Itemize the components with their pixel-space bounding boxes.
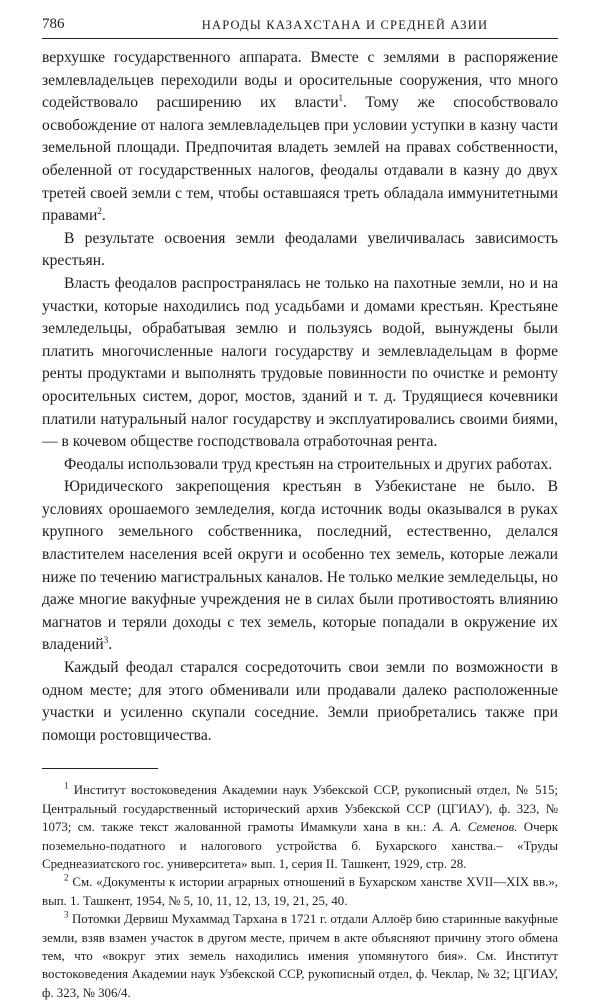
paragraph-4: Феодалы использовали труд крестьян на строительных и других работах.	[64, 455, 553, 473]
paragraph-1: верхушке государственного аппарата. Вместе с землями в распоряжение землевладельцев переходили воды и оросительные сооружения, что много содействовало расширению их власти$^1$. Тому же способствовало освобождение от налога землевладельцев при условии уступки в казну части земельной площади. Предпочитая владеть землей на правах собственности, обеленной от государственных налогов, феодалы отдавали в казну до двух третей своей земли с тем, чтобы оставшаяся треть обладала иммунитетными правами$^2$.	[42, 49, 558, 225]
footnote-divider	[42, 768, 158, 769]
running-title: НАРОДЫ КАЗАХСТАНА И СРЕДНЕЙ АЗИИ	[201, 18, 489, 32]
footnote-2: $^2$ См. «Документы к истории аграрных отношений в Бухарском ханстве XVII—XIX вв.», вып. 1. Ташкент, 1954, № 5, 10, 11, 12, 13, 19, 21, 25, 40.	[42, 873, 558, 908]
footnote-3: $^3$ Потомки Дервиш Мухаммад Тархана в 1721 г. отдали Аллоёр бию старинные вакуфные земли, взяв взамен участок в другом месте, причем в акте объясняют причину этого обмена тем, что «вокруг этих земель находились имения упомянутого бия». См. Институт востоковедения Академии наук Узбекской ССР, рукописный отдел, ф. Чеклар, № 32; ЦГИАУ, ф. 323, № 306/4.	[42, 909, 558, 1000]
paragraph-6: Каждый феодал старался сосредоточить свои земли по возможности в одном месте; для этого обменивали или продавали далеко расположенные участки и усиленно скупали соседние. Земли приобретались также при помощи ростовщичества.	[42, 659, 558, 744]
page-header	[42, 14, 558, 39]
main-text	[42, 47, 558, 747]
paragraph-2: В результате освоения земли феодалами увеличивалась зависимость крестьян.	[42, 229, 558, 270]
footnotes	[42, 781, 558, 1002]
page-number: 786	[42, 16, 65, 32]
footnote-author: А. А. Семенов.	[432, 820, 518, 835]
footnote-1: $^1$ Институт востоковедения Академии наук Узбекской ССР, рукописный отдел, № 515; Центральный государственный исторический архив Узбекской ССР (ЦГИАУ), ф. 323, № 1073; см. также текст жалованной грамоты Имамкули хана в кн.: А. А. Семенов. Очерк поземельно-податного и налогового устройства б. Бухарского ханства.– «Труды Среднеазиатского гос. университета» вып. 1, серия II. Ташкент, 1929, стр. 28.	[42, 781, 558, 872]
footnote-ref-2: 2	[97, 205, 102, 216]
footnote-ref-1: 1	[338, 93, 344, 103]
paragraph-3: Власть феодалов распространялась не только на пахотные земли, но и на участки, которые находились под усадьбами и домами крестьян. Крестьяне земледельцы, обрабатывая землю и пользуясь водой, вынуждены были платить многочисленные налоги государству и землевладельцам в форме ренты продуктами и выполнять трудовые повинности по очистке и ремонту оросительных систем, дорог, мостов, зданий и т. д. Трудящиеся кочевники платили натуральный налог государству и эксплуатировались своими биями,— в кочевом обществе господствовала отработочная рента.	[42, 274, 558, 451]
footnote-ref-3: 3	[103, 635, 109, 646]
paragraph-5: Юридического закрепощения крестьян в Узбекистане не было. В условиях орошаемого земледелия, когда источник воды оказывался в руках крупного земельного собственника, последний, естественно, делался властителем населения всей округи и особенно тех земель, которые лежали ниже по течению магистральных каналов. Не только мелкие земледельцы, но даже многие вакуфные учреждения не в силах были противостоять влиянию магнатов и теряли доходы с тех земель, которые попадали в окружение их владений$^3$.	[42, 478, 558, 654]
